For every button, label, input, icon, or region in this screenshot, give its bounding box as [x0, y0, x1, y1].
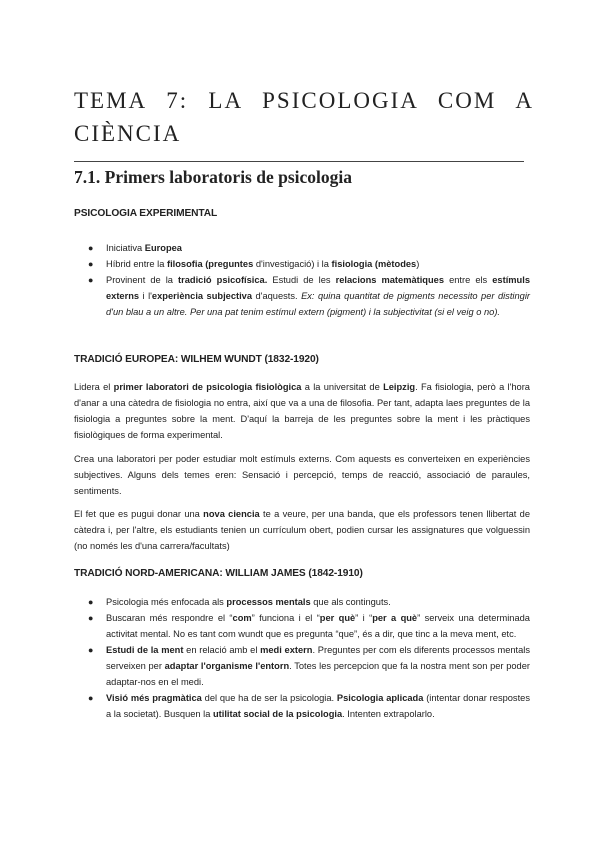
text-run: del que ha de ser la psicologia. — [201, 693, 337, 703]
bullet-item — [74, 690, 530, 722]
text-run: . Intenten extrapolarlo. — [342, 709, 435, 719]
text-run: Ex: quina quantitat de pigments necessito per distingir d'un blau a un altre. Per una pat tenim estímul extern (pigment) i la subjectivitat (si el veig o no). — [106, 291, 530, 317]
text-run: Estudi de les — [267, 275, 336, 285]
text-run: experiència subjectiva — [151, 291, 253, 301]
text-run: (intentar donar respostes a la societat). Busquen la — [106, 693, 530, 719]
bullet-item — [74, 610, 530, 642]
text-run: estímuls externs — [106, 275, 530, 301]
james-bullet-list — [74, 594, 530, 722]
text-run: per què — [319, 613, 356, 623]
wundt-heading: TRADICIÓ EUROPEA: WILHEM WUNDT (1832-1920) — [74, 354, 319, 365]
bullet-item — [74, 272, 530, 320]
text-run: ” serveix una determinada activitat mental. No es tant com wundt que es pregunta “que”, és a dir, que tinc a la meva ment, etc. — [106, 613, 530, 639]
text-run: per a què — [372, 613, 418, 623]
text-run: com — [232, 613, 252, 623]
text-run: Provinent de la — [106, 275, 179, 285]
bullet-item — [74, 256, 530, 272]
text-run: El fet que es pugui donar una — [74, 509, 204, 519]
text-run: Buscaran més respondre el “ — [106, 613, 233, 623]
text-run: Leipzig — [383, 382, 416, 392]
bullet-dot-icon: ● — [88, 645, 94, 655]
text-run: primer laboratori de psicologia fisiològica — [113, 382, 302, 392]
text-run: i l' — [139, 291, 152, 301]
text-run: medi extern — [260, 645, 313, 655]
text-run: utilitat social de la psicologia — [212, 709, 343, 719]
text-run: tradició psicofísica. — [178, 275, 268, 285]
text-run: Iniciativa — [106, 243, 145, 253]
section-heading: 7.1. Primers laboratoris de psicologia — [74, 167, 353, 187]
bullet-dot-icon: ● — [88, 613, 94, 623]
experimental-bullet-list — [74, 240, 530, 320]
text-run: nova ciencia — [203, 509, 260, 519]
text-run: ” i “ — [355, 613, 373, 623]
text-run: . Preguntes per com els diferents processos mentals serveixen per — [106, 645, 531, 671]
bullet-item — [74, 642, 530, 690]
wundt-paragraph-1 — [74, 379, 530, 443]
text-run: Híbrid entre la — [106, 259, 167, 269]
text-run: Estudi de la ment — [106, 645, 184, 655]
james-heading: TRADICIÓ NORD-AMERICANA: WILLIAM JAMES (1842-1910) — [74, 568, 363, 579]
wundt-paragraph-3 — [74, 506, 530, 554]
text-run: filosofia (preguntes — [166, 259, 254, 269]
text-run: te a veure, per una banda, que els professors tenen llibertat de càtedra i, per l'altre, els estudiants tenien un currículum obert, podien cursar les assignatures que volguessin (no només les d'una carrera/facultats) — [74, 509, 530, 551]
text-run: d'aquests. — [252, 291, 302, 301]
page-title: TEMA 7: LA PSICOLOGIA COM A CIÈNCIA — [74, 88, 534, 146]
bullet-dot-icon: ● — [88, 693, 94, 703]
bullet-dot-icon: ● — [88, 275, 94, 285]
text-run: adaptar l'organisme l'entorn — [164, 661, 290, 671]
text-run: Psicologia més enfocada als — [106, 597, 227, 607]
text-run: que als continguts. — [310, 597, 391, 607]
text-run: Psicologia aplicada — [336, 693, 424, 703]
text-run: a la universitat de — [301, 382, 384, 392]
text-run: Visió més pragmàtica — [106, 693, 202, 703]
wundt-paragraph-2 — [74, 451, 530, 499]
bullet-item — [74, 240, 530, 256]
bullet-dot-icon: ● — [88, 597, 94, 607]
text-run: fisiologia (mètodes — [331, 259, 417, 269]
text-run: Lidera el — [74, 382, 114, 392]
bullet-dot-icon: ● — [88, 259, 94, 269]
text-run: relacions matemàtiques — [335, 275, 445, 285]
title-divider — [74, 161, 524, 162]
bullet-dot-icon: ● — [88, 243, 94, 253]
text-run: Crea una laboratori per poder estudiar molt estímuls externs. Com aquests es converteixen en experiències subjectives. Alguns dels temes eren: Sensació i percepció, temps de reacció, associació de paraules, sentiments. — [74, 454, 530, 496]
text-run: ) — [416, 259, 420, 269]
text-run: Europea — [144, 243, 182, 253]
text-run: . Fa fisiologia, però a l'hora d'anar a una càtedra de fisiologia no entra, així que va a una de filosofia. Per tant, adapta laes preguntes de la fisiologia a preguntes sobre la ment. D'aquí la barreja de les preguntes sobre la ment i les pràctiques fisiològiques de forma experimental. — [74, 382, 530, 440]
text-run: en relació amb el — [183, 645, 261, 655]
text-run: processos mentals — [226, 597, 311, 607]
text-run: d'investigació) i la — [253, 259, 332, 269]
text-run: ” funciona i el “ — [251, 613, 320, 623]
bullet-item — [74, 594, 530, 610]
text-run: entre els — [444, 275, 493, 285]
text-run: . Totes les percepcion que fa la nostra ment son per poder adaptar-nos en el medi. — [106, 661, 530, 687]
experimental-heading: PSICOLOGIA EXPERIMENTAL — [74, 208, 218, 219]
